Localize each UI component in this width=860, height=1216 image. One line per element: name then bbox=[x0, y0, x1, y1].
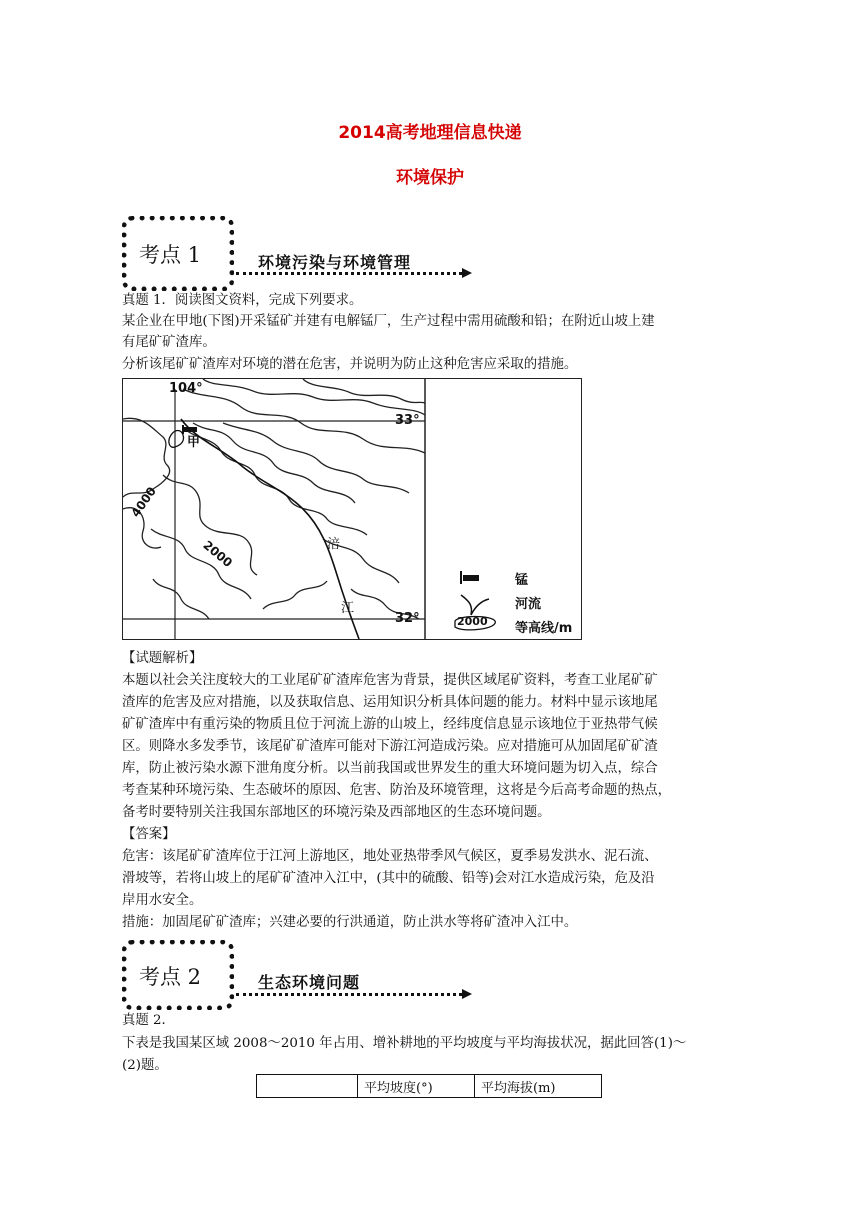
analysis-line: 区。则降水多发季节，该尾矿矿渣库可能对下游江河造成污染。应对措施可从加固尾矿矿渣 bbox=[122, 739, 658, 754]
analysis-line: 备考时要特别关注我国东部地区的环境污染及西部地区的生态环境问题。 bbox=[122, 805, 551, 820]
analysis-line: 矿矿渣库中有重污染的物质且位于河流上游的山坡上，经纬度信息显示该地位于亚热带气候 bbox=[122, 717, 658, 732]
slope-altitude-table bbox=[256, 1074, 602, 1098]
section2-arrow bbox=[236, 993, 462, 996]
section2-heading: 生态环境问题 bbox=[258, 973, 361, 992]
question2-title: 真题 2． bbox=[122, 1013, 175, 1028]
document-title: 2014高考地理信息快递 bbox=[338, 123, 522, 143]
contour-4000-label: 4000 bbox=[128, 484, 160, 520]
document-subtitle: 环境保护 bbox=[396, 168, 464, 188]
answer-line: 滑坡等，若将山坡上的尾矿矿渣冲入江中，(其中的硫酸、铅等)会对江水造成污染，危及沿 bbox=[122, 871, 655, 886]
section1-arrow bbox=[236, 272, 462, 275]
legend-mine-icon bbox=[463, 575, 479, 581]
table-header-row bbox=[257, 1075, 602, 1098]
analysis-heading: 【试题解析】 bbox=[122, 651, 203, 666]
legend-contour-value: 2000 bbox=[457, 615, 488, 628]
question2-line2: (2)题。 bbox=[122, 1058, 168, 1073]
legend-contour-label: 等高线/m bbox=[515, 621, 573, 636]
kaodian-2-label: 考点 2 bbox=[139, 965, 202, 989]
question2-line1: 下表是我国某区域 2008～2010 年占用、增补耕地的平均坡度与平均海拔状况，据此回答(1)～ bbox=[122, 1036, 687, 1051]
contour-map-figure bbox=[122, 378, 582, 640]
river-char-fu: 涪 bbox=[327, 537, 341, 552]
answer-heading: 【答案】 bbox=[122, 827, 176, 842]
legend-river-icon bbox=[461, 595, 489, 615]
river-char-jiang: 江 bbox=[341, 601, 355, 616]
table-header-cell: 平均坡度(°) bbox=[358, 1075, 475, 1098]
question1-para1-line2: 有尾矿矿渣库。 bbox=[122, 335, 216, 350]
analysis-line: 库，防止被污染水源下泄角度分析。以当前我国或世界发生的重大环境问题为切入点，综合 bbox=[122, 761, 658, 776]
kaodian-1-box bbox=[122, 216, 234, 291]
table-header-cell bbox=[257, 1075, 358, 1098]
analysis-line: 本题以社会关注度较大的工业尾矿矿渣库危害为背景，提供区域尾矿资料，考查工业尾矿矿 bbox=[122, 673, 658, 688]
contour-2000-label: 2000 bbox=[200, 537, 235, 571]
analysis-line: 渣库的危害及应对措施，以及获取信息、运用知识分析具体问题的能力。材料中显示该地尾 bbox=[122, 695, 658, 710]
question1-para2: 分析该尾矿矿渣库对环境的潜在危害，并说明为防止这种危害应采取的措施。 bbox=[122, 357, 578, 372]
contour-lines bbox=[123, 379, 425, 619]
latitude-33-label: 33° bbox=[395, 413, 420, 428]
longitude-label: 104° bbox=[169, 381, 203, 396]
latitude-32-label: 32° bbox=[395, 611, 420, 626]
question1-title: 真题 1．阅读图文资料，完成下列要求。 bbox=[122, 293, 363, 308]
answer-line: 危害：该尾矿矿渣库位于江河上游地区，地处亚热带季风气候区，夏季易发洪水、泥石流、 bbox=[122, 849, 658, 864]
legend-river-label: 河流 bbox=[515, 597, 542, 612]
table-header-cell: 平均海拔(m) bbox=[475, 1075, 602, 1098]
section1-heading: 环境污染与环境管理 bbox=[258, 253, 412, 272]
question1-para1-line1: 某企业在甲地(下图)开采锰矿并建有电解锰厂，生产过程中需用硫酸和铅；在附近山坡上建 bbox=[122, 314, 655, 329]
analysis-line: 考查某种环境污染、生态破坏的原因、危害、防治及环境管理，这将是今后高考命题的热点， bbox=[122, 783, 672, 798]
answer-line: 岸用水安全。 bbox=[122, 893, 203, 908]
answer-line: 措施：加固尾矿矿渣库；兴建必要的行洪通道，防止洪水等将矿渣冲入江中。 bbox=[122, 915, 578, 930]
kaodian-1-label: 考点 1 bbox=[139, 243, 202, 267]
kaodian-2-box bbox=[122, 940, 234, 1010]
fujiang-river-path bbox=[181, 419, 359, 639]
place-jia-label: 甲 bbox=[187, 435, 201, 450]
legend-mine-label: 锰 bbox=[515, 573, 529, 588]
